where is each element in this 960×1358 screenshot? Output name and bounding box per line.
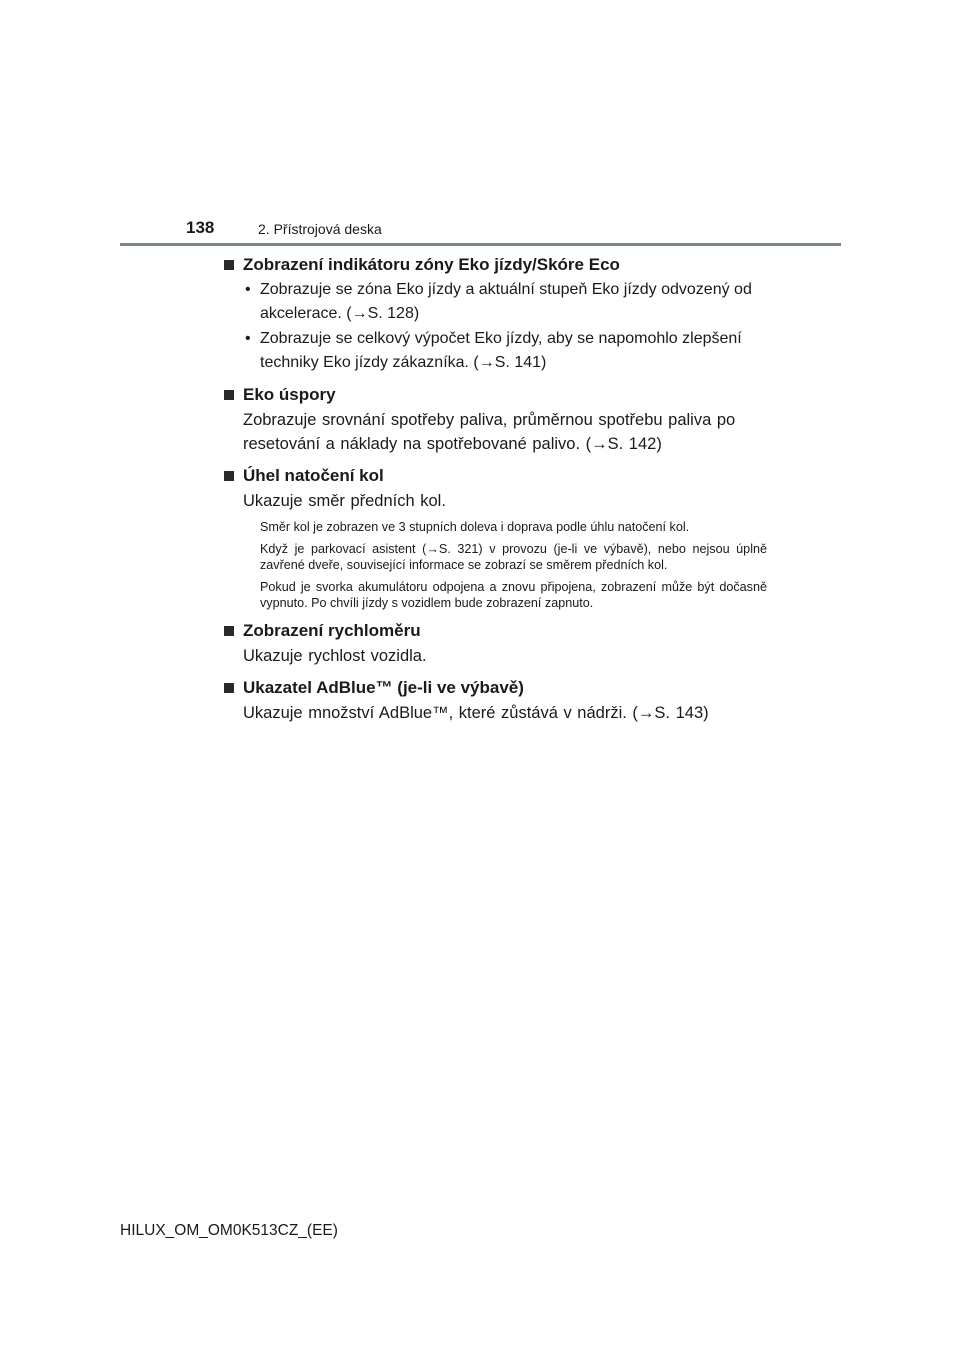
square-bullet-icon <box>224 390 234 400</box>
section-eco-savings <box>223 384 763 456</box>
bullet-icon: • <box>245 281 251 298</box>
content <box>223 254 767 734</box>
section-heading-text: Ukazatel AdBlue™ (je-li ve výbavě) <box>243 678 524 697</box>
footer-document-code: HILUX_OM_OM0K513CZ_(EE) <box>120 1222 338 1239</box>
section-eco-zone <box>223 254 763 375</box>
note: Směr kol je zobrazen ve 3 stupních doleva i doprava podle úhlu natočení kol. <box>260 520 690 534</box>
section-heading <box>223 384 763 406</box>
section-body: Ukazuje rychlost vozidla. <box>243 647 427 665</box>
list-item <box>243 278 763 326</box>
section-speedometer <box>223 620 763 668</box>
section-heading <box>223 677 763 699</box>
note: Když je parkovací asistent (→S. 321) v provozu (je-li ve výbavě), nebo nejsou úplně zavřené dveře, související informace se zobrazí se směrem předních kol. <box>260 542 767 572</box>
bullet-list <box>243 278 763 375</box>
note: Pokud je svorka akumulátoru odpojena a znovu připojena, zobrazení může být dočasně vypnuto. Po chvíli jízdy s vozidlem bude zobrazení zapnuto. <box>260 580 767 610</box>
bullet-icon: • <box>245 330 251 347</box>
section-adblue <box>223 677 763 725</box>
section-heading-text: Zobrazení rychloměru <box>243 621 421 640</box>
section-wheel-angle <box>223 465 767 611</box>
header-rule <box>120 243 841 246</box>
section-body: Zobrazuje srovnání spotřeby paliva, průměrnou spotřebu paliva po resetování a náklady na spotřebované palivo. (→S. 142) <box>243 411 736 453</box>
section-heading <box>223 465 763 487</box>
square-bullet-icon <box>224 471 234 481</box>
section-heading <box>223 254 763 276</box>
section-body: Ukazuje množství AdBlue™, které zůstává v nádrži. (→S. 143) <box>243 704 709 722</box>
section-heading-text: Eko úspory <box>243 385 336 404</box>
section-heading <box>223 620 763 642</box>
section-heading-text: Úhel natočení kol <box>243 466 384 485</box>
section-body: Ukazuje směr předních kol. <box>243 492 446 510</box>
square-bullet-icon <box>224 683 234 693</box>
list-item-text: Zobrazuje se celkový výpočet Eko jízdy, aby se napomohlo zlepšení techniky Eko jízdy zákazníka. (→S. 141) <box>260 330 742 371</box>
page-number: 138 <box>186 218 215 237</box>
list-item-text: Zobrazuje se zóna Eko jízdy a aktuální stupeň Eko jízdy odvozený od akcelerace. (→S. 128) <box>260 281 752 322</box>
list-item <box>243 327 763 375</box>
note-list <box>260 519 767 611</box>
square-bullet-icon <box>224 260 234 270</box>
section-heading-text: Zobrazení indikátoru zóny Eko jízdy/Skóre Eco <box>243 255 620 274</box>
square-bullet-icon <box>224 626 234 636</box>
chapter-title: 2. Přístrojová deska <box>258 221 382 237</box>
